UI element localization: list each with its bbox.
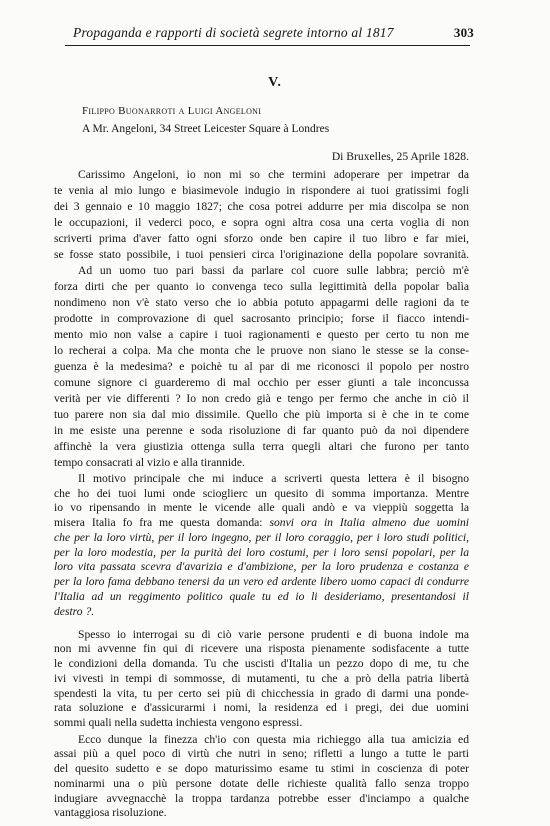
running-header	[65, 25, 474, 47]
letter-address: A Mr. Angeloni, 34 Street Leicester Square à Londres	[82, 123, 330, 135]
text-line: rata soluzione e d'assicurarmi i nomi, la residenza ed i pregi, dei due uomini	[54, 701, 469, 715]
text-line: scriverti prima d'aver fatto ogni sforzo onde ben capire il tuo libro e far miei,	[54, 232, 469, 245]
text-line: dei 3 gennaio e 10 maggio 1827; che cosa potrei addurre per mia discolpa se non	[54, 200, 469, 213]
text-line-roman: misera Italia fo fra me questa domanda:	[54, 516, 263, 530]
section-number: V.	[268, 75, 282, 90]
text-line: affinchè la vera giustizia ottenga sulla terra quegli altari che furono per tanto	[54, 440, 469, 453]
text-line: l'Italia ad un reggimento politico quale tu ed io li desideriamo, presentandosi il	[54, 589, 469, 603]
text-line: guenza è la medesima? e poichè tu al par di me riconosci il popolo per nostro	[54, 360, 469, 373]
text-line: per la loro fama debbano tenersi da un vero ed ardente libero uomo capaci di condurre	[54, 575, 469, 589]
text-line: verità per vie differenti ? Io non credo già e tengo per fermo che anche in ciò il	[54, 392, 469, 405]
text-line: Spesso io interrogai su di ciò varie persone prudenti e di buona indole ma	[78, 627, 469, 641]
text-line: tempo consacrati al vizio e alla tirannide.	[54, 456, 245, 469]
text-line: nominarmi una o più persone dotate delle richieste qualità fallo senza troppo	[54, 776, 469, 790]
text-line: Ecco dunque la finezza ch'io con questa mia richieggo alla tua amicizia ed	[78, 732, 469, 746]
text-line: prodotte in comprovazione di quel sacrosanto principio; forse il fiacco intendi-	[54, 312, 469, 325]
text-line: indugiare avvegnacchè la troppa tardanza potrebbe esser d'inciampo a qualche	[54, 791, 469, 805]
text-line: ivi vivesti in tempi di sommosse, di mutamenti, tu che a prò della patria libertà	[54, 671, 469, 685]
text-line: Il motivo principale che mi induce a scriverti questa lettera è il bisogno	[78, 472, 469, 485]
text-line: in me esiste una perenne e soda risoluzione di far quanto può da noi dipendere	[54, 424, 469, 437]
text-line: del quesito sudetto e se dopo maturissimo esame tu stimi in coscienza di poter	[54, 762, 469, 776]
text-line: Ad un uomo tuo pari bassi da parlare col cuore sulle labbra; perciò m'è	[78, 264, 469, 277]
text-line: loro vita passata scevra d'avarizia e d'ambizione, per la loro prudenza e costanza e	[54, 560, 469, 574]
text-line: nondimeno non v'è stato verso che io abbia potuto appagarmi delle ragioni da te	[54, 296, 469, 309]
text-line: assai più a quel poco di virtù che nutri in seno; rifletti a lungo a tutte le parti	[54, 747, 469, 761]
text-line: mento mio non valse a capire i tuoi ragionamenti e questo per certo tu non me	[54, 328, 469, 341]
header-rule	[65, 45, 470, 46]
page-number: 303	[453, 25, 474, 40]
text-line: comune signore ci guarderemo di mal occhio per esser giunti a tale inconcussa	[54, 376, 469, 389]
running-title: Propaganda e rapporti di società segrete intorno al 1817	[73, 25, 394, 40]
text-line: che per la loro virtù, per il loro ingegno, per il loro coraggio, per i loro studi politici,	[54, 530, 469, 544]
text-line: destro ?.	[54, 604, 95, 618]
letter-sender-recipient: Filippo Buonarroti a Luigi Angeloni	[82, 105, 262, 117]
text-line: lo recherai a colpa. Ma che monta che le pruove non siano le stesse se la conse-	[54, 344, 469, 357]
text-line: io vo ripensando in mente le vicende alle quali andò e va vieppiù soggetta la	[54, 501, 469, 515]
text-line: che ho dei tuoi lumi onde scioglierc un quesito di somma importanza. Mentre	[54, 486, 469, 500]
letter-date: Di Bruxelles, 25 Aprile 1828.	[331, 150, 469, 163]
text-line: te venia al mio lungo e biasimevole indugio in rispondere ai tuoi gratissimi fogli	[54, 184, 469, 197]
text-line: per la loro modestia, per la purità dei loro costumi, per i loro sensi popolari, per la	[54, 545, 469, 559]
text-line: forza dirti che per quanto io convenga teco sulla legittimità della popolar balìa	[54, 280, 469, 293]
text-line-italic: sonvi ora in Italia almeno due uomini	[269, 516, 470, 530]
text-line: se fosse stato possibile, i tuoi pensieri circa l'originazione della popolare sovranità.	[54, 248, 469, 261]
text-line: tuo parere non sia dal mio dissimile. Quello che più importa si è che in te come	[54, 408, 469, 421]
text-line: le condizioni della domanda. Tu che uscisti d'Italia un pezzo dopo di me, tu che	[54, 657, 469, 671]
text-line: sommi quali nella sudetta inchiesta vengono espressi.	[54, 716, 303, 730]
text-line: le occupazioni, il vederci poco, e sopra ogni altra cosa una certa voglia di non	[54, 216, 469, 229]
text-line: vantaggiosa risoluzione.	[54, 806, 167, 820]
text-line: spendesti la vita, tu per certo sei più di chicchessia in grado di darmi una ponde-	[54, 686, 469, 700]
text-line	[54, 515, 469, 531]
text-line: non mi avvenne fin qui di ricevere una risposta pienamente sodisfacente a tutte	[54, 642, 469, 656]
text-line: Carissimo Angeloni, io non mi so che termini adoperare per impetrar da	[78, 168, 469, 181]
